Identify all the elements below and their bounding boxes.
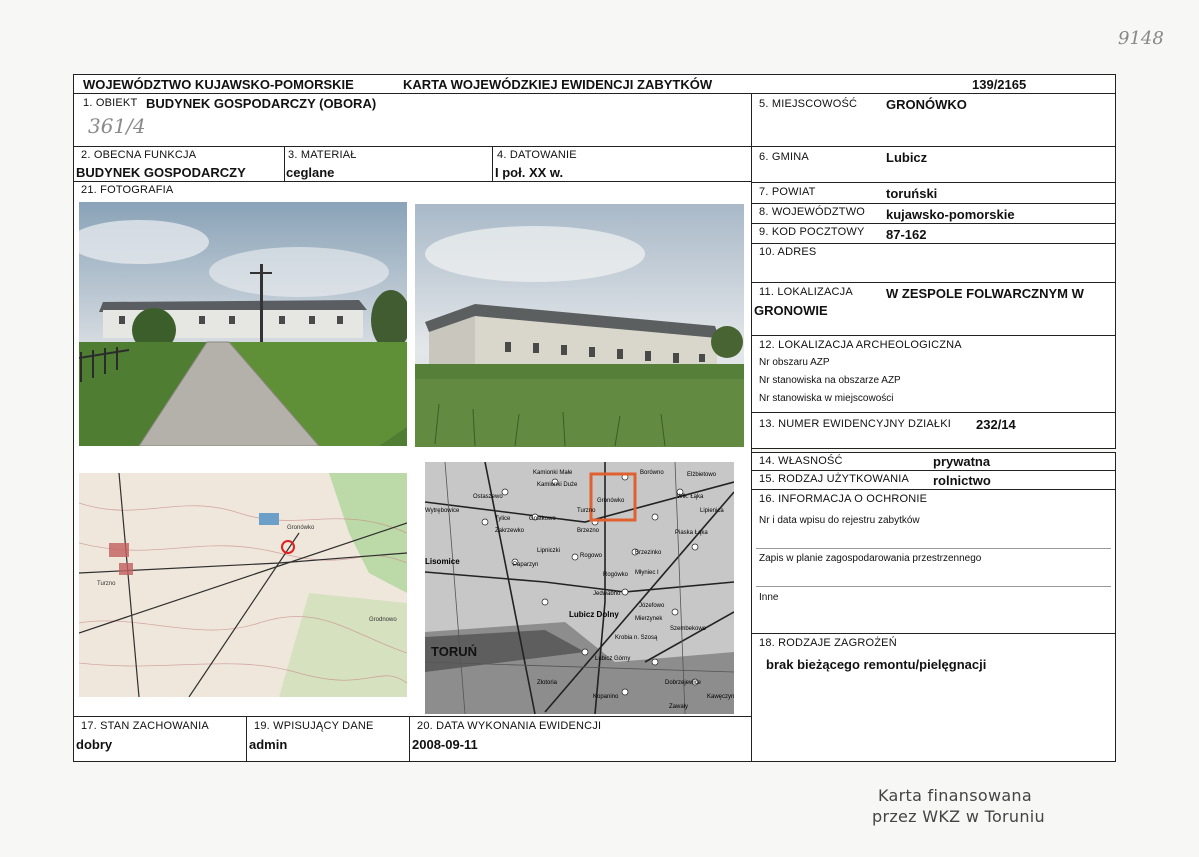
roadmap-label-3: Borówno <box>640 470 664 476</box>
roadmap-label-17: Rogowo <box>580 553 603 559</box>
topographic-map <box>79 473 407 697</box>
address-field <box>751 243 1116 283</box>
dating-value: I poł. XX w. <box>495 165 564 180</box>
entered-by-field <box>246 716 410 762</box>
roadmap-label-34: Kawęczyn <box>707 694 734 700</box>
postal-code-field <box>751 223 1116 244</box>
object-label: 1. OBIEKT <box>83 97 138 109</box>
roadmap-label-19: Brzezinko <box>635 550 662 556</box>
card-title: KARTA WOJEWÓDZKIEJ EWIDENCJI ZABYTKÓW <box>403 77 713 92</box>
photo-farm-path <box>79 202 407 446</box>
topo-label-turzno: Turzno <box>97 581 116 587</box>
localization-field <box>751 282 1116 336</box>
parcel-value: 232/14 <box>976 417 1016 432</box>
parcel-label: 13. NUMER EWIDENCYJNY DZIAŁKI <box>759 418 952 430</box>
date-done-label: 20. DATA WYKONANIA EWIDENCJI <box>417 720 602 732</box>
object-value: BUDYNEK GOSPODARCZY (OBORA) <box>146 96 377 111</box>
funding-note-line1: Karta finansowana <box>878 786 1032 805</box>
roadmap-label-33: Zawały <box>669 704 689 710</box>
roadmap-label-13: Brzezno <box>577 528 600 534</box>
commune-value: Lubicz <box>886 150 928 165</box>
roadmap-label-29: Lubicz Górny <box>595 656 631 662</box>
protection-field <box>751 489 1116 634</box>
locality-field <box>751 93 1116 147</box>
district-label: 7. POWIAT <box>759 186 816 198</box>
roadmap-label-28: TORUŃ <box>431 644 477 659</box>
roadmap-label-24: Młyniec I <box>635 570 659 576</box>
province-value: kujawsko-pomorskie <box>886 207 1015 222</box>
roadmap-label-31: Kopanino <box>593 694 619 700</box>
roadmap-label-23: Lubicz Dolny <box>569 610 619 619</box>
roadmap-label-10: Gostkowo <box>529 516 556 522</box>
condition-label: 17. STAN ZACHOWANIA <box>81 720 209 732</box>
archaeology-label: 12. LOKALIZACJA ARCHEOLOGICZNA <box>759 339 962 351</box>
ownership-label: 14. WŁASNOŚĆ <box>759 455 843 467</box>
threats-label: 18. RODZAJE ZAGROŻEŃ <box>759 637 897 649</box>
roadmap-label-2: Gronówko <box>597 498 625 504</box>
material-field <box>284 146 493 182</box>
province-field <box>751 203 1116 224</box>
roadmap-label-16: Lipniczki <box>537 548 561 554</box>
usage-value: rolnictwo <box>933 473 991 488</box>
roadmap-label-5: Wlk. Łąka <box>677 494 704 500</box>
address-label: 10. ADRES <box>759 246 817 258</box>
entered-by-label: 19. WPISUJĄCY DANE <box>254 720 374 732</box>
localization-label: 11. LOKALIZACJA <box>759 286 853 298</box>
photo-label: 21. FOTOGRAFIA <box>81 184 174 196</box>
roadmap-label-6: Lipienica <box>700 508 724 514</box>
locality-value: GRONÓWKO <box>886 97 967 112</box>
postal-code-label: 9. KOD POCZTOWY <box>759 226 865 238</box>
roadmap-label-20: Piaska Łąka <box>675 530 708 536</box>
handwritten-archive-number: 9148 <box>1118 28 1164 49</box>
province-label: 8. WOJEWÓDZTWO <box>759 206 866 218</box>
threats-field <box>751 633 1116 762</box>
roadmap-label-25: Mierzynek <box>635 616 663 622</box>
localization-value-line1: W ZESPOLE FOLWARCZNYM W <box>886 286 1084 301</box>
commune-label: 6. GMINA <box>759 151 809 163</box>
archaeology-field <box>751 335 1116 413</box>
roadmap-label-26: Krobia n. Szosą <box>615 635 658 641</box>
dating-field <box>492 146 752 182</box>
material-label: 3. MATERIAŁ <box>288 149 357 161</box>
condition-value: dobry <box>76 737 113 752</box>
date-done-field <box>409 716 752 762</box>
localization-value-line2: GRONOWIE <box>754 303 828 318</box>
protection-label: 16. INFORMACJA O OCHRONIE <box>759 493 928 505</box>
current-function-label: 2. OBECNA FUNKCJA <box>81 149 197 161</box>
material-value: ceglane <box>286 165 335 180</box>
roadmap-label-14: Lisomice <box>425 557 460 566</box>
protection-divider-2 <box>756 586 1111 587</box>
roadmap-label-12: Zakrzewko <box>495 528 525 534</box>
current-function-field <box>73 146 285 182</box>
protection-line1: Nr i data wpisu do rejestru zabytków <box>759 515 920 526</box>
roadmap-label-21: Jedwabno <box>593 591 621 597</box>
protection-line2: Zapis w planie zagospodarowania przestrzennego <box>759 553 982 564</box>
roadmap-label-15: Paparzyn <box>513 562 539 568</box>
topo-label-grodnowo: Grodnowo <box>369 617 397 623</box>
roadmap-label-1: Kamionki Duże <box>537 482 578 488</box>
district-value: toruński <box>886 186 938 201</box>
road-map <box>425 462 734 714</box>
roadmap-label-7: Ostaszewo <box>473 494 503 500</box>
funding-note-line2: przez WKZ w Toruniu <box>872 807 1045 826</box>
archaeology-line2: Nr stanowiska na obszarze AZP <box>759 375 901 386</box>
object-field <box>73 93 752 147</box>
ownership-value: prywatna <box>933 454 991 469</box>
current-function-value: BUDYNEK GOSPODARCZY <box>76 165 246 180</box>
postal-code-value: 87-162 <box>886 227 927 242</box>
roadmap-label-8: Wytrębowice <box>425 508 460 514</box>
topo-label-gronowko: Gronówko <box>287 525 315 531</box>
ownership-field <box>751 452 1116 471</box>
header-bar <box>73 74 1116 94</box>
entered-by-value: admin <box>249 737 288 752</box>
photo-cowshed-building <box>415 204 744 447</box>
roadmap-label-11: Turzno <box>577 508 596 514</box>
usage-label: 15. RODZAJ UŻYTKOWANIA <box>759 473 910 485</box>
object-handwritten-note: 361/4 <box>88 114 146 138</box>
usage-field <box>751 470 1116 490</box>
voivodeship-title: WOJEWÓDZTWO KUJAWSKO-POMORSKIE <box>83 77 354 92</box>
threats-value: brak bieżącego remontu/pielęgnacji <box>766 657 987 672</box>
parcel-field <box>751 412 1116 449</box>
card-number: 139/2165 <box>972 77 1027 92</box>
roadmap-label-30: Złotoria <box>537 680 558 686</box>
condition-field <box>73 716 247 762</box>
roadmap-label-0: Kamionki Małe <box>533 470 573 476</box>
roadmap-label-18: Rogówko <box>603 572 629 578</box>
roadmap-label-27: Szembekowo <box>670 626 707 632</box>
roadmap-label-32: Dobrzejewice <box>665 680 702 686</box>
roadmap-label-22: Józefowo <box>639 603 665 609</box>
protection-line3: Inne <box>759 592 779 603</box>
commune-field <box>751 146 1116 183</box>
date-done-value: 2008-09-11 <box>412 737 478 752</box>
roadmap-label-9: Tylice <box>495 516 511 522</box>
archaeology-line1: Nr obszaru AZP <box>759 357 830 368</box>
locality-label: 5. MIEJSCOWOŚĆ <box>759 98 858 110</box>
protection-divider-1 <box>756 548 1111 549</box>
district-field <box>751 182 1116 204</box>
funding-note <box>872 786 1045 826</box>
dating-label: 4. DATOWANIE <box>497 149 577 161</box>
roadmap-label-4: Elżbietowo <box>687 472 717 478</box>
archaeology-line3: Nr stanowiska w miejscowości <box>759 393 894 404</box>
